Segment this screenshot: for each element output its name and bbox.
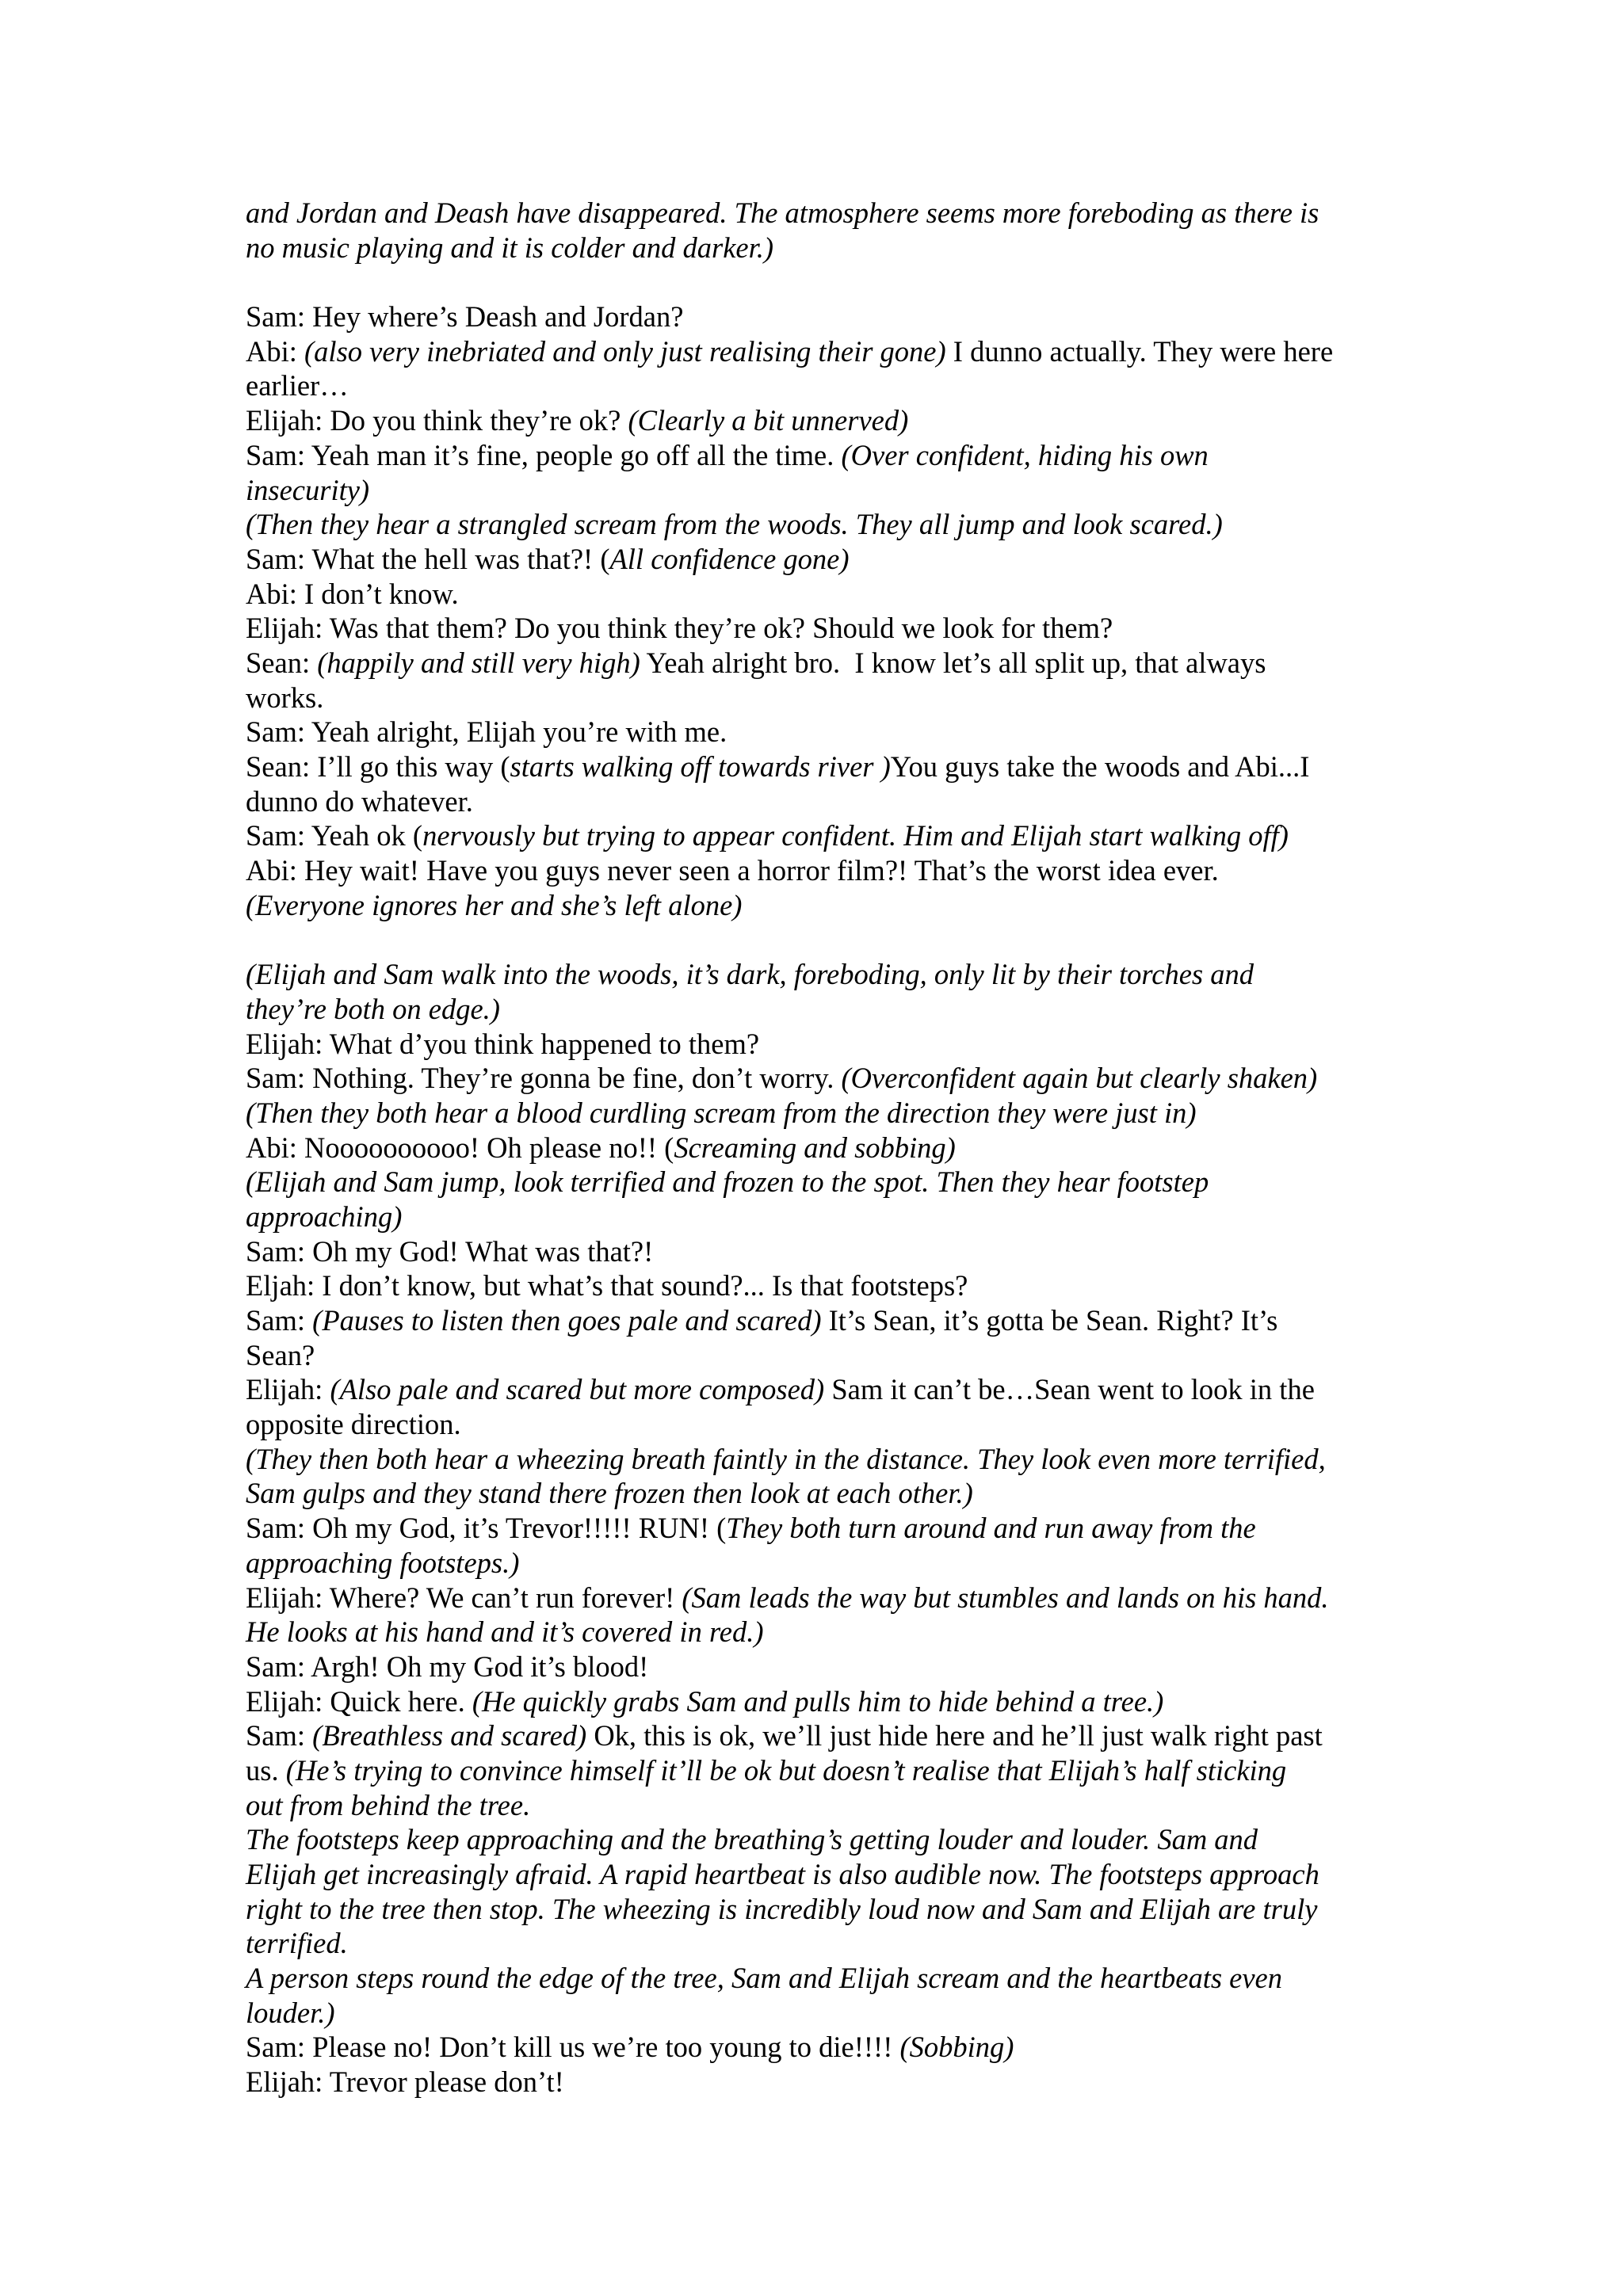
dialogue-text: Elijah: What d’you think happened to them? [246, 1027, 760, 1060]
dialogue-text: Elijah: Trevor please don’t! [246, 2065, 564, 2099]
script-line [246, 1407, 1419, 1442]
dialogue-text: Eljah: I don’t know, but what’s that sound?... Is that footsteps? [246, 1269, 968, 1302]
stage-direction-text: nervously but trying to appear confident. Him and Elijah start walking off) [422, 819, 1289, 852]
dialogue-text: Sam: Nothing. They’re gonna be fine, don’t worry. [246, 1062, 842, 1095]
script-line [246, 368, 1419, 403]
script-line [246, 1684, 1419, 1719]
script-line [246, 1650, 1419, 1684]
dialogue-text: Abi: Noooooooooo! Oh please no!! ( [246, 1131, 674, 1164]
dialogue-text: works. [246, 681, 324, 714]
dialogue-text: Sean? [246, 1338, 315, 1371]
script-line [246, 715, 1419, 749]
script-line [246, 473, 1419, 508]
dialogue-text: Sean: [246, 646, 318, 679]
script-line [246, 1788, 1419, 1823]
stage-direction-text: (He’s trying to convince himself it’ll be ok but doesn’t realise that Elijah’s half sticking [285, 1753, 1287, 1787]
stage-direction-text: All confidence gone) [609, 542, 850, 575]
stage-direction-text: Screaming and sobbing) [674, 1131, 956, 1164]
stage-direction-text: (happily and still very high) [317, 646, 640, 679]
stage-direction-text: insecurity) [246, 473, 370, 506]
dialogue-text: Ok, this is ok, we’ll just hide here and he’ll just walk right past [586, 1719, 1323, 1753]
dialogue-text: earlier… [246, 369, 349, 402]
script-line [246, 957, 1419, 992]
script-line [246, 1961, 1419, 1996]
paragraph-gap [246, 922, 1419, 957]
script-line [246, 2065, 1419, 2100]
script-line [246, 611, 1419, 646]
dialogue-text: Sam: Argh! Oh my God it’s blood! [246, 1650, 649, 1683]
stage-direction-text: Elijah get increasingly afraid. A rapid heartbeat is also audible now. The footsteps approach [246, 1858, 1319, 1890]
dialogue-text: Elijah: Do you think they’re ok? [246, 404, 628, 437]
script-line [246, 853, 1419, 888]
stage-direction-text: (Elijah and Sam jump, look terrified and frozen to the spot. Then they hear footstep [246, 1165, 1209, 1199]
stage-direction-text: He looks at his hand and it’s covered in red.) [246, 1615, 764, 1649]
stage-direction-text: no music playing and it is colder and darker.) [246, 231, 774, 264]
script-line [246, 507, 1419, 542]
dialogue-text: Sean: I’ll go this way ( [246, 750, 510, 783]
script-line [246, 1061, 1419, 1096]
script-line [246, 1892, 1419, 1927]
dialogue-text: Sam: Yeah ok ( [246, 819, 423, 852]
script-line [246, 577, 1419, 612]
script-line [246, 1822, 1419, 1857]
script-line [246, 992, 1419, 1027]
stage-direction-text: (Then they both hear a blood curdling scream from the direction they were just in) [246, 1096, 1197, 1129]
script-line [246, 1268, 1419, 1303]
script-line [246, 334, 1419, 369]
script-line [246, 1096, 1419, 1131]
stage-direction-text: (Clearly a bit unnerved) [628, 404, 909, 437]
script-line [246, 1581, 1419, 1615]
script-line [246, 749, 1419, 784]
dialogue-text: Elijah: [246, 1373, 330, 1406]
dialogue-text: Sam: Yeah alright, Elijah you’re with me. [246, 715, 727, 749]
script-line [246, 438, 1419, 473]
script-line [246, 542, 1419, 577]
script-line [246, 1996, 1419, 2031]
script-line [246, 1338, 1419, 1373]
stage-direction-text: right to the tree then stop. The wheezing is incredibly loud now and Sam and Elijah are truly [246, 1892, 1318, 1925]
stage-direction-text: (also very inebriated and only just realising their gone) [304, 334, 946, 368]
stage-direction-text: starts walking off towards river ) [510, 750, 891, 783]
script-line [246, 1718, 1419, 1753]
dialogue-text: Sam: [246, 1304, 313, 1337]
dialogue-text: us. [246, 1753, 286, 1787]
stage-direction-text: (Overconfident again but clearly shaken) [841, 1062, 1318, 1095]
script-line [246, 1442, 1419, 1477]
stage-direction-text: (Breathless and scared) [312, 1719, 587, 1753]
stage-direction-text: approaching footsteps.) [246, 1546, 520, 1579]
script-line [246, 784, 1419, 819]
dialogue-text: Sam it can’t be…Sean went to look in the [824, 1373, 1315, 1406]
dialogue-text: You guys take the woods and Abi...I [890, 750, 1310, 783]
script-line [246, 1753, 1419, 1788]
script-line [246, 196, 1419, 231]
dialogue-text: opposite direction. [246, 1408, 461, 1441]
script-line [246, 681, 1419, 715]
stage-direction-text: (He quickly grabs Sam and pulls him to hide behind a tree.) [472, 1684, 1164, 1718]
script-line [246, 1234, 1419, 1269]
script-line [246, 646, 1419, 681]
dialogue-text: Sam: Hey where’s Deash and Jordan? [246, 300, 684, 334]
stage-direction-text: terrified. [246, 1927, 348, 1960]
stage-direction-text: The footsteps keep approaching and the breathing’s getting louder and louder. Sam and [246, 1823, 1258, 1856]
dialogue-text: Sam: What the hell was that?! ( [246, 542, 610, 575]
stage-direction-text: (Also pale and scared but more composed) [330, 1373, 825, 1406]
dialogue-text: Elijah: Was that them? Do you think they’re ok? Should we look for them? [246, 612, 1113, 645]
stage-direction-text: (Everyone ignores her and she’s left alone) [246, 888, 743, 921]
stage-direction-text: approaching) [246, 1199, 403, 1233]
script-line [246, 1303, 1419, 1338]
stage-direction-text: A person steps round the edge of the tree, Sam and Elijah scream and the heartbeats even [246, 1962, 1283, 1995]
dialogue-text: dunno do whatever. [246, 784, 473, 818]
dialogue-text: Elijah: Quick here. [246, 1684, 472, 1718]
dialogue-text: Sam: Please no! Don’t kill us we’re too young to die!!!! [246, 2031, 900, 2064]
dialogue-text: Yeah alright bro. I know let’s all split up, that always [640, 646, 1266, 679]
script-line [246, 403, 1419, 438]
script-line [246, 1131, 1419, 1165]
script-block-3 [246, 957, 1419, 2100]
dialogue-text: Elijah: Where? We can’t run forever! [246, 1581, 682, 1614]
dialogue-text: Sam: Oh my God, it’s Trevor!!!!! RUN! ( [246, 1512, 727, 1545]
stage-direction-text: louder.) [246, 1996, 335, 2029]
stage-direction-text: They both turn around and run away from the [726, 1512, 1256, 1545]
stage-direction-text: (Elijah and Sam walk into the woods, it’s dark, foreboding, only lit by their torches and [246, 958, 1254, 991]
stage-direction-text: they’re both on edge.) [246, 992, 500, 1025]
stage-direction-text: Sam gulps and they stand there frozen then look at each other.) [246, 1477, 973, 1510]
dialogue-text: Sam: [246, 1719, 313, 1753]
script-line [246, 1165, 1419, 1199]
dialogue-text: I dunno actually. They were here [945, 334, 1334, 368]
script-block-2 [246, 299, 1419, 922]
script-line [246, 1372, 1419, 1407]
script-line [246, 1926, 1419, 1961]
dialogue-text: Abi: Hey wait! Have you guys never seen a horror film?! That’s the worst idea ever. [246, 854, 1219, 887]
stage-direction-text: and Jordan and Deash have disappeared. The atmosphere seems more foreboding as there is [246, 196, 1319, 229]
dialogue-text: Abi: I don’t know. [246, 577, 459, 610]
script-line [246, 2030, 1419, 2065]
dialogue-text: Sam: Oh my God! What was that?! [246, 1234, 654, 1268]
script-line [246, 1511, 1419, 1546]
script-block-1 [246, 196, 1419, 265]
stage-direction-text: (Over confident, hiding his own [841, 438, 1209, 471]
script-line [246, 1857, 1419, 1892]
dialogue-text: It’s Sean, it’s gotta be Sean. Right? It’s [821, 1304, 1278, 1337]
paragraph-gap [246, 265, 1419, 299]
script-line [246, 1027, 1419, 1062]
script-line [246, 231, 1419, 265]
script-line [246, 1615, 1419, 1650]
script-line [246, 1546, 1419, 1581]
stage-direction-text: (Sobbing) [899, 2031, 1014, 2064]
script-page [246, 196, 1419, 2100]
script-line [246, 1199, 1419, 1234]
script-line [246, 1476, 1419, 1511]
stage-direction-text: (They then both hear a wheezing breath faintly in the distance. They look even more terrified, [246, 1442, 1326, 1475]
script-line [246, 818, 1419, 853]
stage-direction-text: out from behind the tree. [246, 1788, 531, 1821]
dialogue-text: Sam: Yeah man it’s fine, people go off all the time. [246, 438, 842, 471]
stage-direction-text: (Pauses to listen then goes pale and scared) [312, 1304, 822, 1337]
dialogue-text: Abi: [246, 334, 305, 368]
script-line [246, 888, 1419, 923]
stage-direction-text: (Sam leads the way but stumbles and lands on his hand. [682, 1581, 1329, 1614]
stage-direction-text: (Then they hear a strangled scream from the woods. They all jump and look scared.) [246, 508, 1223, 541]
script-line [246, 299, 1419, 334]
